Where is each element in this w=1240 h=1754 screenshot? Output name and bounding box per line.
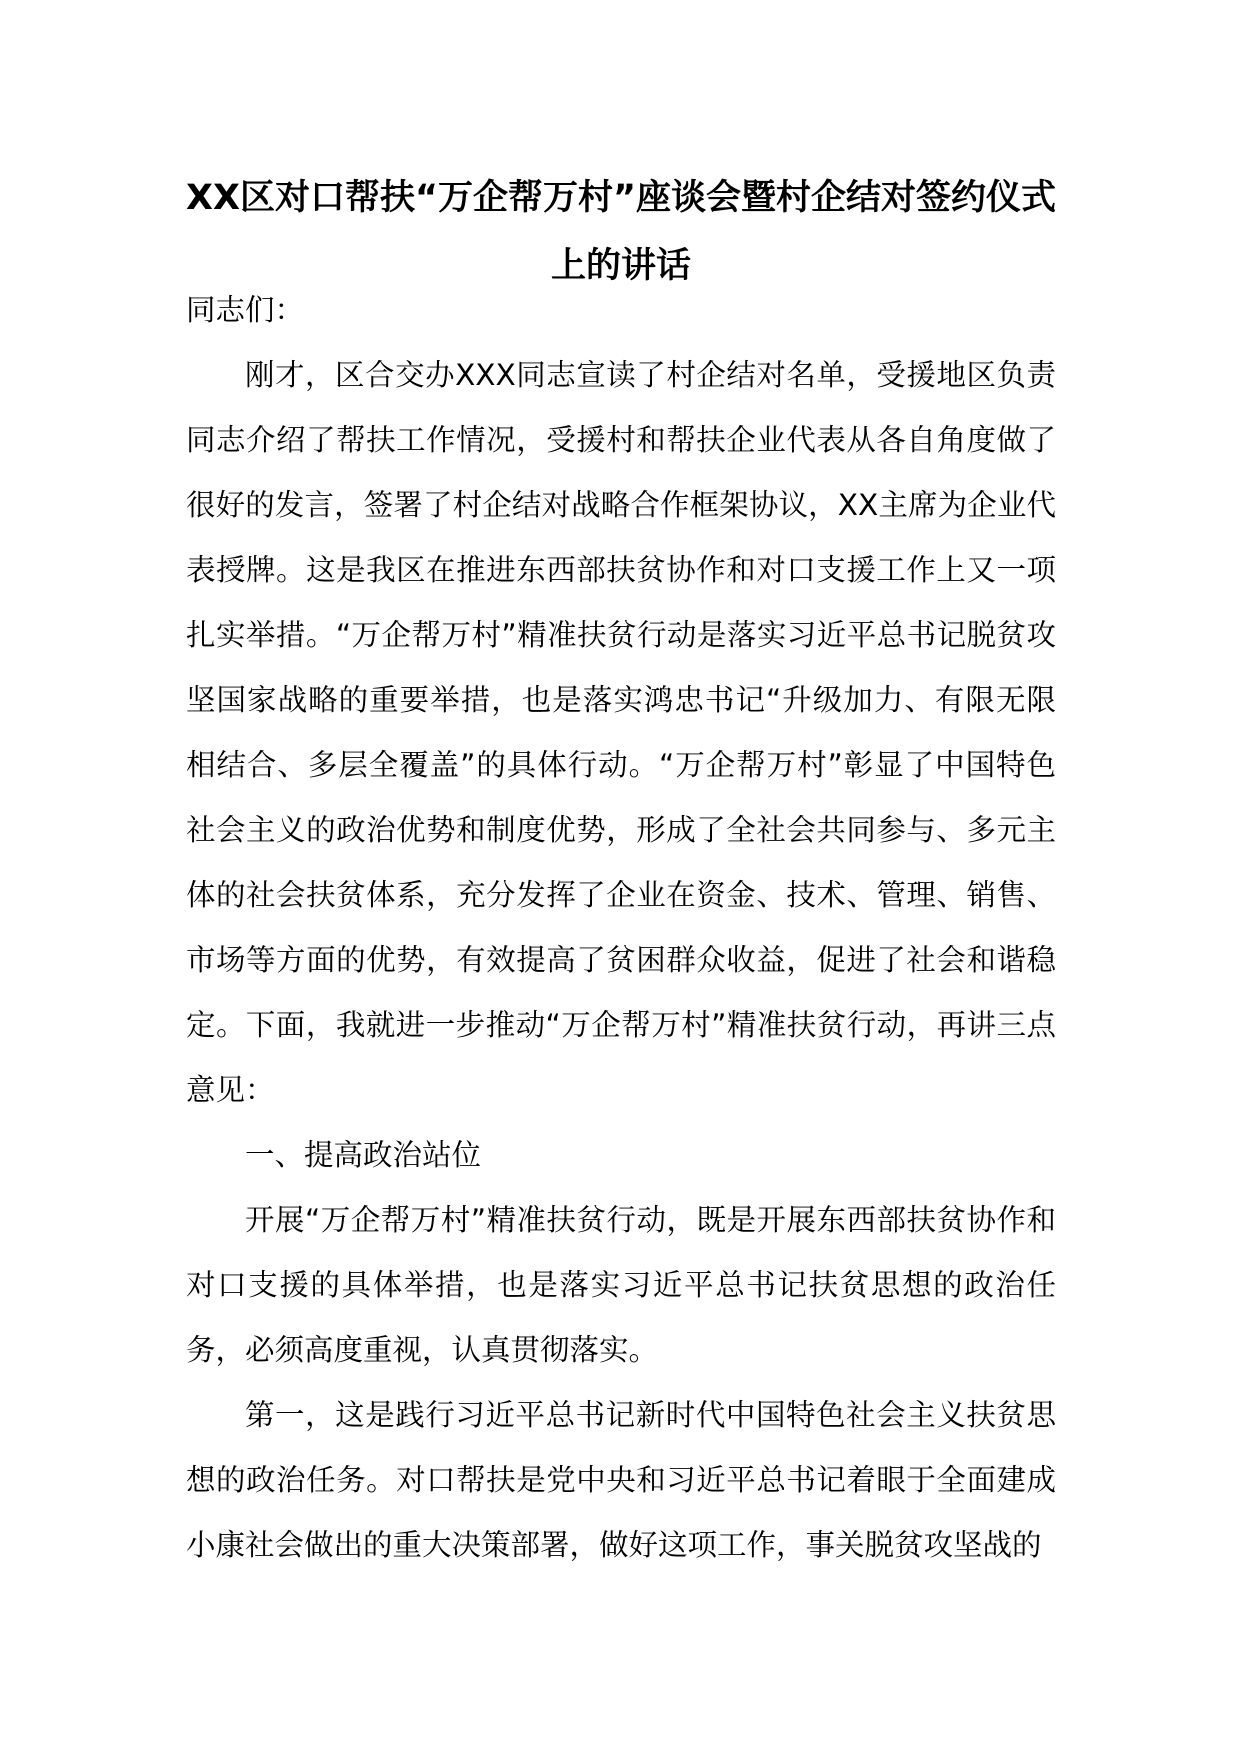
section-heading: 一、提高政治站位 (245, 1138, 482, 1172)
salutation: 同志们： (186, 293, 305, 327)
document-body (186, 278, 1056, 1578)
paragraph-section-intro: 开展“万企帮万村”精准扶贫行动，既是开展东西部扶贫协作和对口支援的具体举措，也是落实习近平总书记扶贫思想的政治任务，必须高度重视，认真贯彻落实。 (186, 1203, 1056, 1367)
paragraph-point-one: 第一，这是践行习近平总书记新时代中国特色社会主义扶贫思想的政治任务。对口帮扶是党中央和习近平总书记着眼于全面建成小康社会做出的重大决策部署，做好这项工作，事关脱贫攻坚战的 (186, 1398, 1056, 1562)
paragraph-opening: 刚才，区合交办XXX同志宣读了村企结对名单，受援地区负责同志介绍了帮扶工作情况，受援村和帮扶企业代表从各自角度做了很好的发言，签署了村企结对战略合作框架协议，XX主席为企业代表授牌。这是我区在推进东西部扶贫协作和对口支援工作上又一项扎实举措。“万企帮万村”精准扶贫行动是落实习近平总书记脱贫攻坚国家战略的重要举措，也是落实鸿忠书记“升级加力、有限无限相结合、多层全覆盖”的具体行动。“万企帮万村”彰显了中国特色社会主义的政治优势和制度优势，形成了全社会共同参与、多元主体的社会扶贫体系，充分发挥了企业在资金、技术、管理、销售、市场等方面的优势，有效提高了贫困群众收益，促进了社会和谐稳定。下面，我就进一步推动“万企帮万村”精准扶贫行动，再讲三点意见： (186, 358, 1056, 1107)
document-title: XX区对口帮扶“万企帮万村”座谈会暨村企结对签约仪式上的讲话 (186, 178, 1056, 286)
